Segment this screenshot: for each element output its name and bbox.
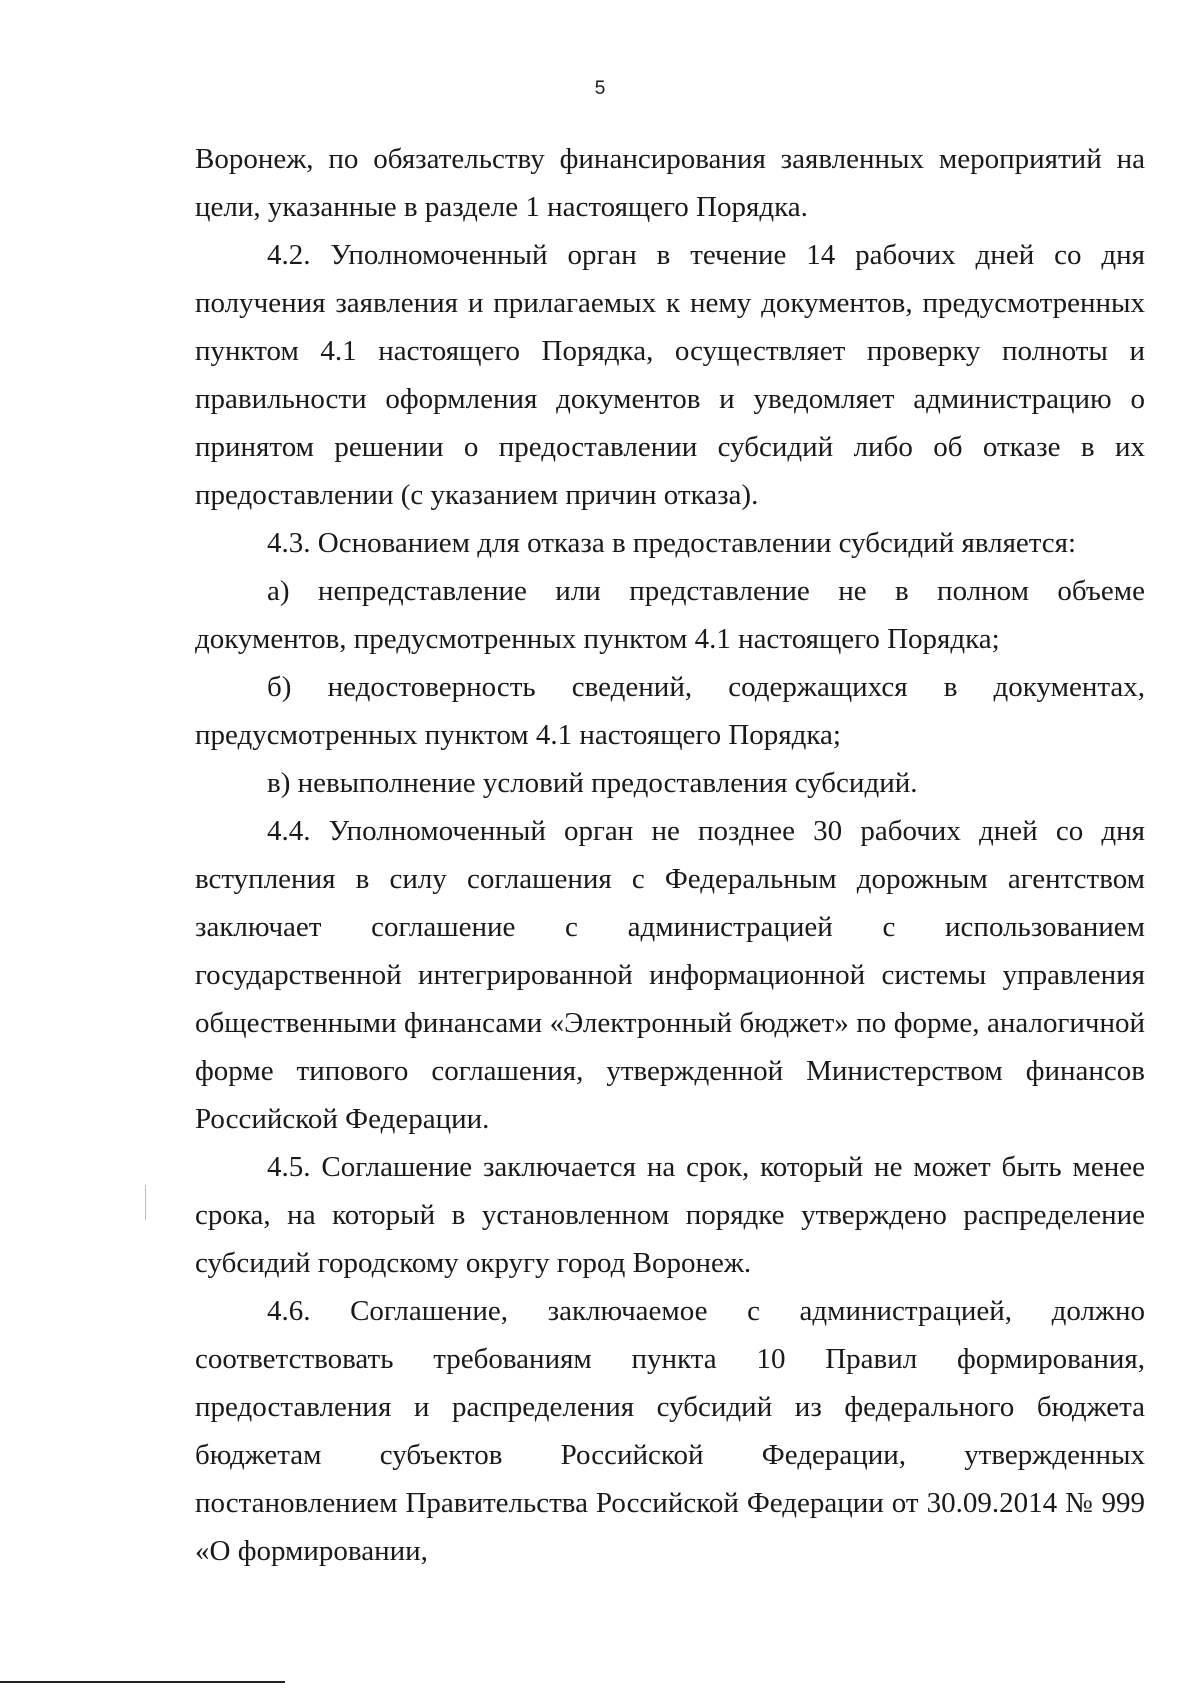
paragraph-continuation: Воронеж, по обязательству финансирования заявленных мероприятий на цели, указанные в разделе 1 настоящего Порядка. (195, 143, 1145, 223)
list-item-a: а) непредставление или представление не в полном объеме документов, предусмотренных пунктом 4.1 настоящего Порядка; (195, 575, 1145, 655)
list-item-b: б) недостоверность сведений, содержащихся в документах, предусмотренных пунктом 4.1 настоящего Порядка; (195, 671, 1145, 751)
document-body (195, 135, 1145, 1575)
footer-rule (0, 1681, 285, 1683)
list-item-v: в) невыполнение условий предоставления субсидий. (267, 767, 918, 799)
page-number: 5 (594, 78, 606, 99)
scan-margin-mark (145, 1185, 146, 1220)
paragraph-4-5: 4.5. Соглашение заключается на срок, который не может быть менее срока, на который в установленном порядке утверждено распределение субсидий городскому округу город Воронеж. (195, 1151, 1145, 1279)
paragraph-4-6: 4.6. Соглашение, заключаемое с администрацией, должно соответствовать требованиям пункта 10 Правил формирования, предоставления и распределения субсидий из федерального бюджета бюджетам субъектов Российской Федерации, утвержденных постановлением Правительства Российской Федерации от 30.09.2014 № 999 «О формировании, (195, 1295, 1145, 1567)
paragraph-4-2: 4.2. Уполномоченный орган в течение 14 рабочих дней со дня получения заявления и прилагаемых к нему документов, предусмотренных пунктом 4.1 настоящего Порядка, осуществляет проверку полноты и правильности оформления документов и уведомляет администрацию о принятом решении о предоставлении субсидий либо об отказе в их предоставлении (с указанием причин отказа). (195, 239, 1145, 511)
paragraph-4-4: 4.4. Уполномоченный орган не позднее 30 рабочих дней со дня вступления в силу соглашения с Федеральным дорожным агентством заключает соглашение с администрацией с использованием государственной интегрированной информационной системы управления общественными финансами «Электронный бюджет» по форме, аналогичной форме типового соглашения, утвержденной Министерством финансов Российской Федерации. (195, 815, 1145, 1135)
paragraph-4-3: 4.3. Основанием для отказа в предоставлении субсидий является: (267, 527, 1077, 559)
